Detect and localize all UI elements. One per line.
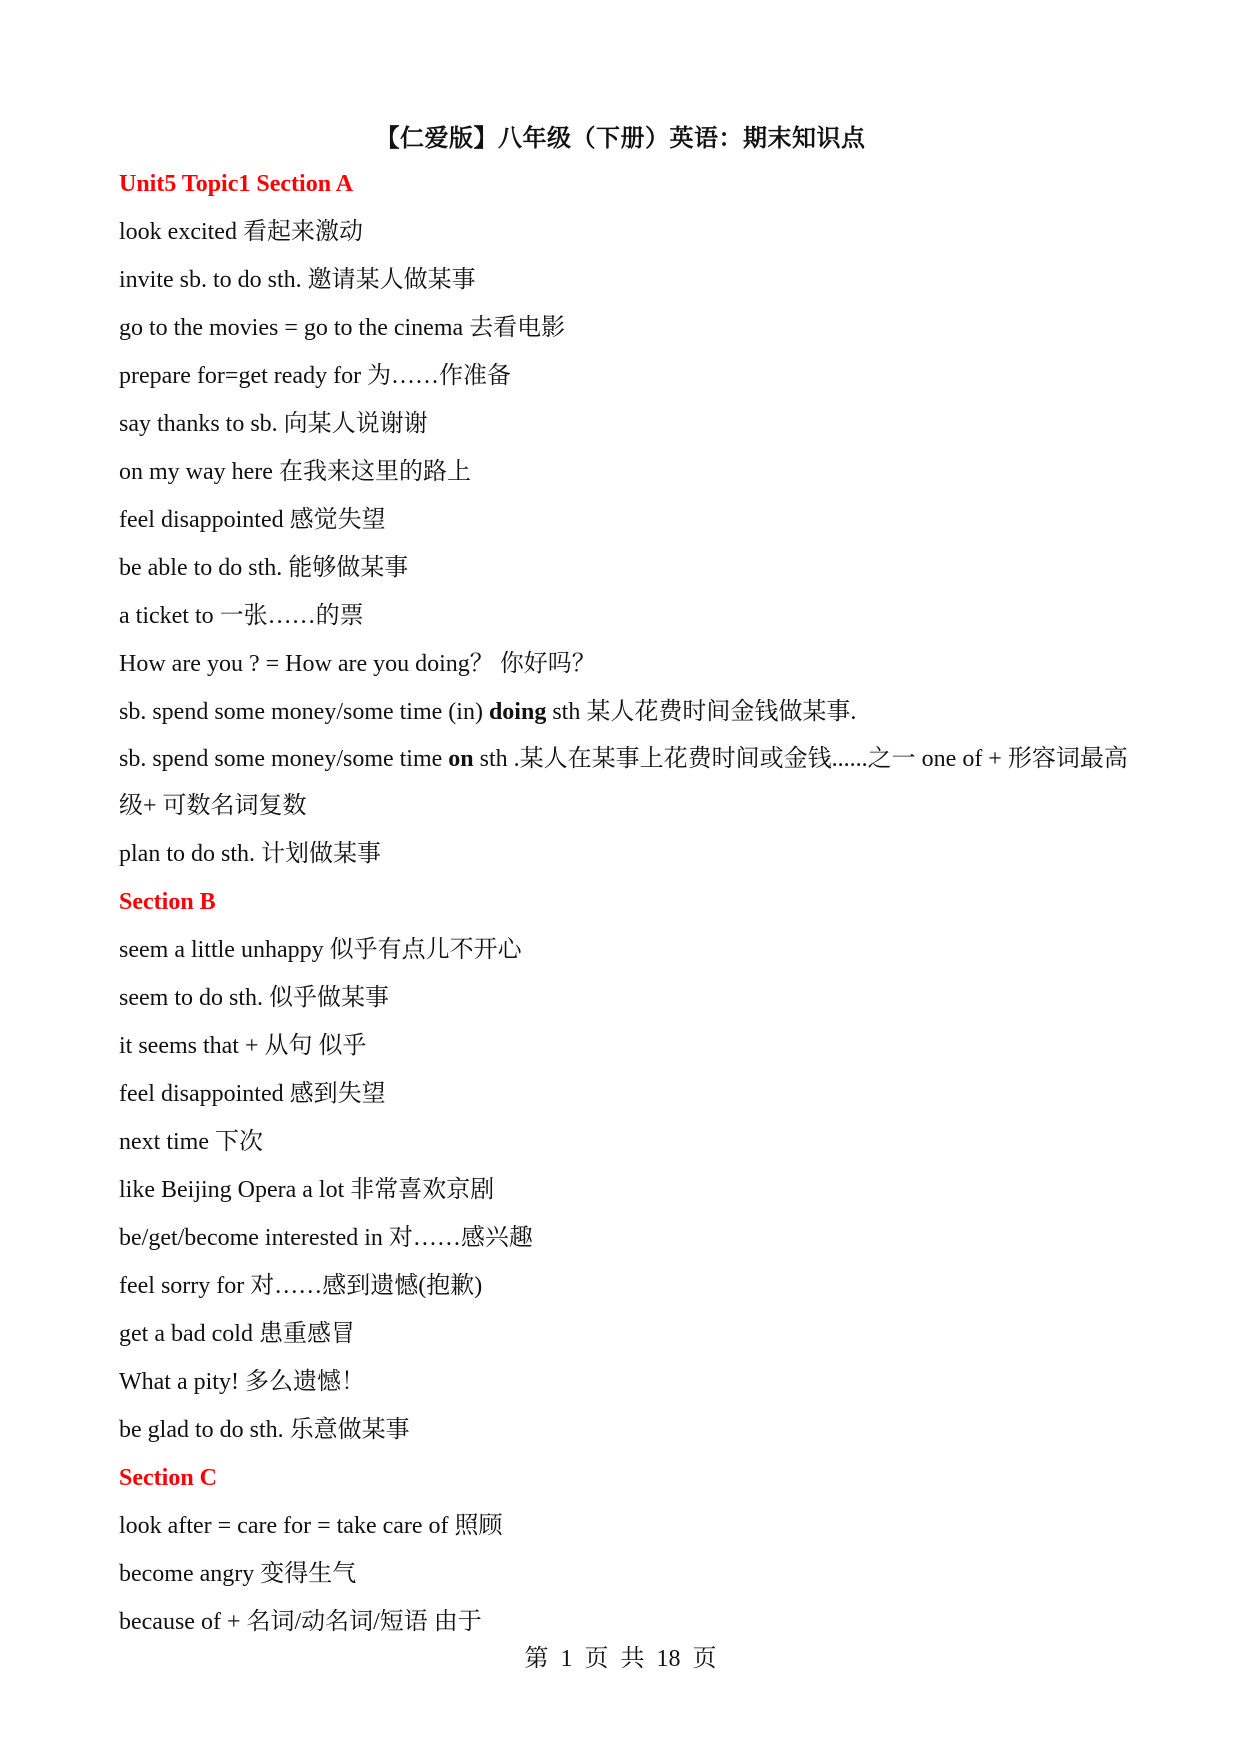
phrase-text: sb. spend some money/some time — [119, 746, 449, 772]
phrase-line: seem to do sth. 似乎做某事 — [119, 985, 389, 1011]
phrase-line: feel disappointed 感觉失望 — [119, 507, 386, 533]
bold-keyword: doing — [488, 699, 547, 725]
phrase-line: look excited 看起来激动 — [119, 219, 363, 245]
phrase-line: a ticket to 一张……的票 — [119, 603, 364, 629]
phrase-text: sb. spend some money/some time (in) — [119, 699, 489, 725]
section-heading: Unit5 Topic1 Section A — [119, 171, 354, 197]
phrase-line — [119, 736, 1129, 830]
page-footer: 第 1 页 共 18 页 — [524, 1646, 717, 1672]
phrase-line: invite sb. to do sth. 邀请某人做某事 — [119, 267, 476, 293]
bold-keyword: on — [448, 746, 474, 772]
phrase-text: sth .某人在某事上花费时间或金钱......之一 one of + 形容词最高级+ 可数名词复数 — [119, 746, 1128, 819]
phrase-line: next time 下次 — [119, 1129, 263, 1155]
phrase-line: become angry 变得生气 — [119, 1561, 357, 1587]
phrase-line: go to the movies = go to the cinema 去看电影 — [119, 315, 566, 341]
phrase-line: look after = care for = take care of 照顾 — [119, 1513, 503, 1539]
phrase-line: feel disappointed 感到失望 — [119, 1081, 386, 1107]
phrase-line: because of + 名词/动名词/短语 由于 — [119, 1609, 482, 1635]
document-title: 【仁爱版】八年级（下册）英语：期末知识点 — [375, 126, 866, 152]
phrase-line: plan to do sth. 计划做某事 — [119, 841, 381, 867]
phrase-line: get a bad cold 患重感冒 — [119, 1321, 355, 1347]
document-body — [119, 160, 1129, 1646]
section-heading: Section C — [119, 1465, 217, 1491]
phrase-line: seem a little unhappy 似乎有点儿不开心 — [119, 937, 522, 963]
phrase-line: How are you ? = How are you doing？ 你好吗？ — [119, 651, 596, 677]
section-heading: Section B — [119, 889, 216, 915]
phrase-line: What a pity! 多么遗憾！ — [119, 1369, 365, 1395]
phrase-line: be glad to do sth. 乐意做某事 — [119, 1417, 410, 1443]
phrase-line: say thanks to sb. 向某人说谢谢 — [119, 411, 428, 437]
phrase-line: feel sorry for 对……感到遗憾(抱歉) — [119, 1273, 483, 1299]
phrase-line: be able to do sth. 能够做某事 — [119, 555, 409, 581]
phrase-line: prepare for=get ready for 为……作准备 — [119, 363, 512, 389]
phrase-line: like Beijing Opera a lot 非常喜欢京剧 — [119, 1177, 495, 1203]
phrase-line — [119, 688, 1129, 736]
phrase-text: sth 某人花费时间金钱做某事. — [546, 699, 857, 725]
phrase-line: it seems that + 从句 似乎 — [119, 1033, 367, 1059]
phrase-line: on my way here 在我来这里的路上 — [119, 459, 471, 485]
phrase-line: be/get/become interested in 对……感兴趣 — [119, 1225, 533, 1251]
